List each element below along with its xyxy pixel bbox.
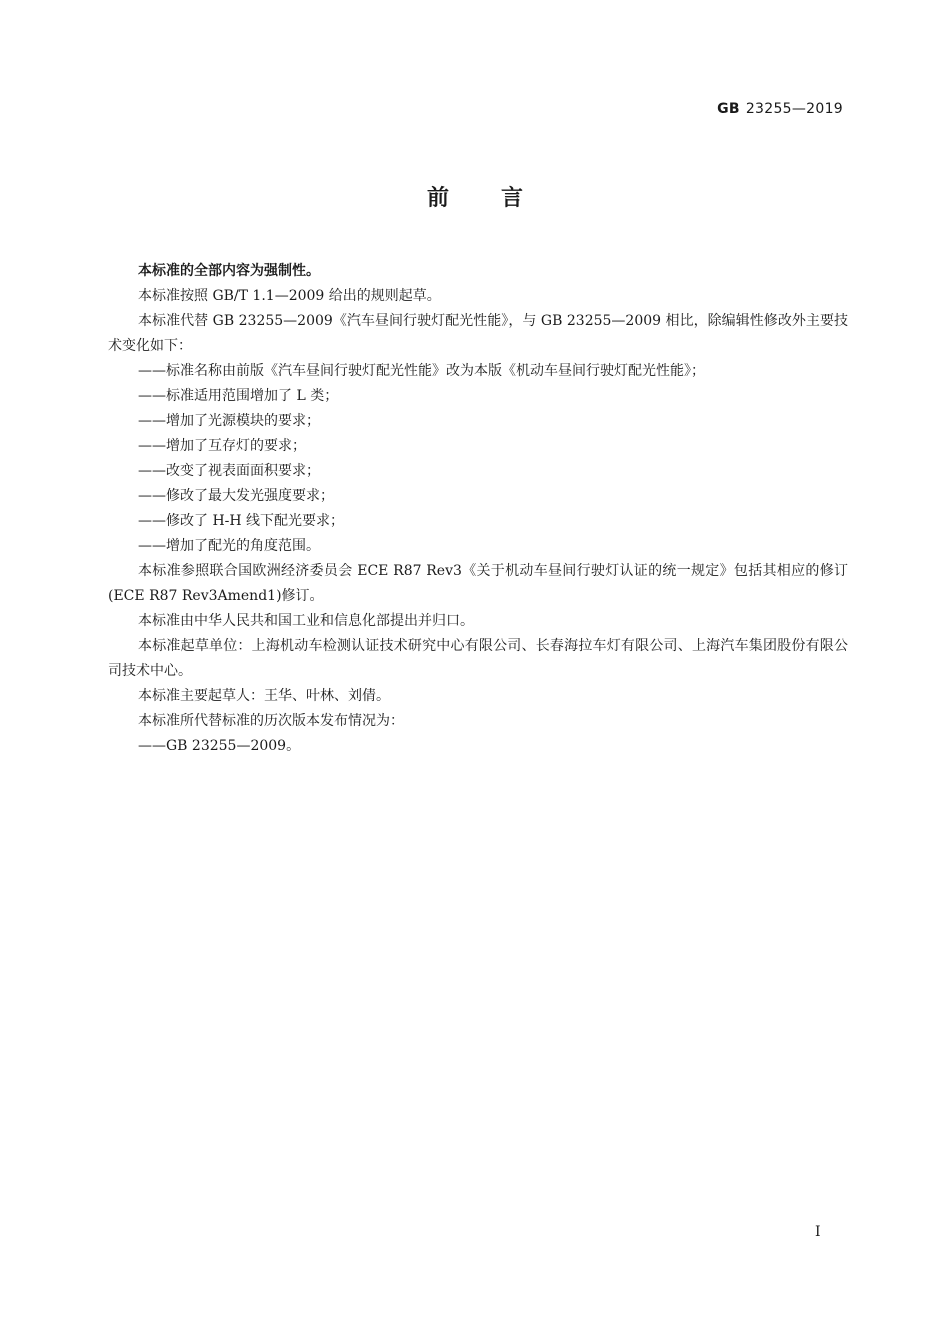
- page-title: 前言: [426, 186, 575, 211]
- proposer-paragraph: 本标准由中华人民共和国工业和信息化部提出并归口。: [138, 613, 474, 629]
- drafters-paragraph: 本标准主要起草人：王华、叶林、刘倩。: [138, 688, 390, 704]
- change-item: ——标准适用范围增加了 L 类；: [138, 388, 339, 404]
- drafting-units-paragraph: 本标准起草单位：上海机动车检测认证技术研究中心有限公司、长春海拉车灯有限公司、上海汽车集团股份有限公司技术中心。: [108, 638, 848, 679]
- change-item: ——增加了光源模块的要求；: [138, 413, 320, 429]
- change-item: ——修改了 H-H 线下配光要求；: [138, 513, 345, 529]
- change-item: ——标准名称由前版《汽车昼间行驶灯配光性能》改为本版《机动车昼间行驶灯配光性能》；: [138, 363, 705, 379]
- change-item: ——修改了最大发光强度要求；: [138, 488, 334, 504]
- replacement-paragraph: 本标准代替 GB 23255—2009《汽车昼间行驶灯配光性能》，与 GB 23255—2009 相比，除编辑性修改外主要技术变化如下：: [108, 313, 848, 354]
- standard-code-header: [717, 101, 843, 117]
- history-paragraph: 本标准所代替标准的历次版本发布情况为：: [138, 713, 404, 729]
- drafting-rules-paragraph: 本标准按照 GB/T 1.1—2009 给出的规则起草。: [138, 288, 441, 304]
- change-item: ——增加了互存灯的要求；: [138, 438, 306, 454]
- standard-prefix: GB: [717, 101, 740, 117]
- change-item: ——增加了配光的角度范围。: [138, 538, 320, 554]
- reference-paragraph: 本标准参照联合国欧洲经济委员会 ECE R87 Rev3《关于机动车昼间行驶灯认证的统一规定》包括其相应的修订(ECE R87 Rev3Amend1)修订。: [108, 563, 848, 604]
- change-item: ——改变了视表面面积要求；: [138, 463, 320, 479]
- foreword-body: [108, 259, 848, 759]
- standard-number: 23255—2019: [745, 101, 843, 117]
- page-number: I: [815, 1224, 821, 1240]
- mandatory-statement: 本标准的全部内容为强制性。: [138, 263, 320, 279]
- history-item: ——GB 23255—2009。: [138, 738, 301, 754]
